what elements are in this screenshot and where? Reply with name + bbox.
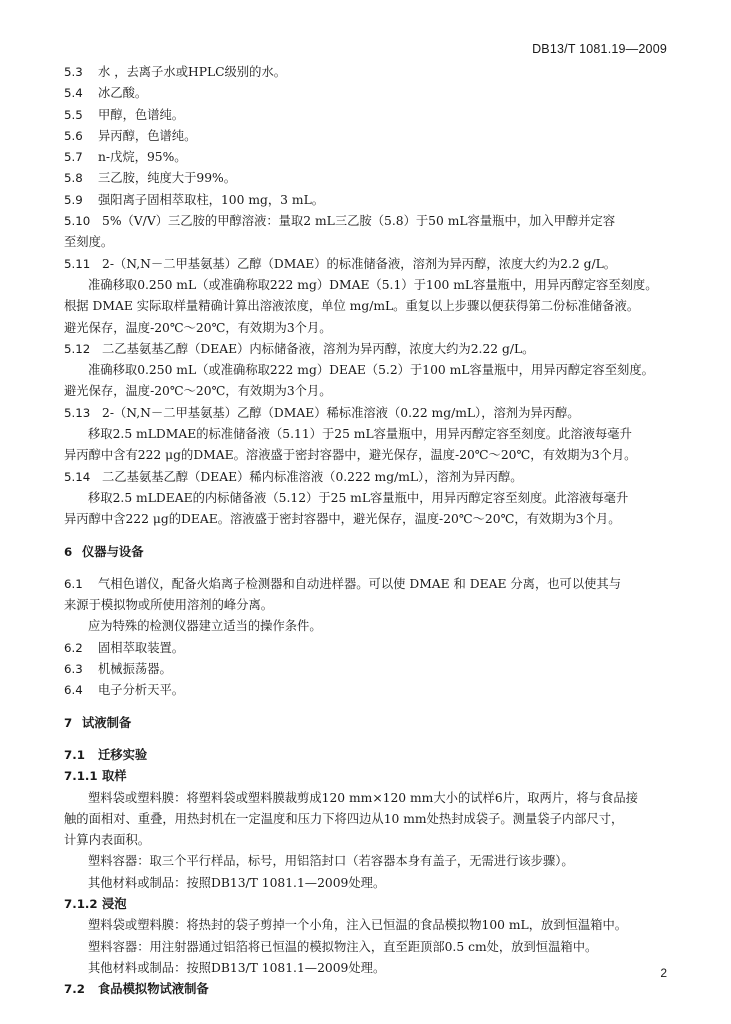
- clause-number: 5.13: [64, 405, 91, 420]
- clause-text: 机械振荡器。: [98, 662, 172, 677]
- clause-number: 5.10: [64, 214, 91, 229]
- clause-line: [64, 979, 668, 1000]
- clause-line: [64, 211, 668, 232]
- continuation-line: 异丙醇中含222 μg的DEAE。溶液盛于密封容器中，避光保存，温度-20℃～20℃，有效期为3个月。: [64, 512, 621, 527]
- clause-number: 7.1.1: [64, 769, 98, 784]
- section-title: 仪器与设备: [82, 544, 144, 559]
- clause-line: [64, 894, 668, 915]
- clause-line: [64, 62, 668, 83]
- clause-number: 7.1: [64, 747, 85, 762]
- section-7-body: [64, 745, 668, 1001]
- clause-text: 异丙醇，色谱纯。: [98, 128, 197, 143]
- clause-line: [64, 168, 668, 189]
- clause-number: 5.9: [64, 192, 83, 207]
- clause-line: [64, 254, 668, 275]
- paragraph-line: 移取2.5 mLDEAE的内标储备液（5.12）于25 mL容量瓶中，用异丙醇定容至刻度。此溶液每毫升: [88, 490, 629, 505]
- clause-line: [64, 83, 668, 104]
- clause-line: [64, 574, 668, 595]
- paragraph-line: 准确移取0.250 mL（或准确称取222 mg）DEAE（5.2）于100 mL容量瓶中，用异丙醇定容至刻度。: [88, 363, 654, 378]
- paragraph-line: 准确移取0.250 mL（或准确称取222 mg）DMAE（5.1）于100 mL容量瓶中，用异丙醇定容至刻度。: [88, 277, 658, 292]
- paragraph-line: 应为特殊的检测仪器建立适当的操作条件。: [88, 619, 322, 634]
- clause-line: [64, 467, 668, 488]
- continuation-line: 触的面相对、重叠，用热封机在一定温度和压力下将四边从10 mm处热封成袋子。测量袋子内部尺寸，: [64, 811, 624, 826]
- clause-line: [64, 745, 668, 766]
- clause-line: [64, 766, 668, 787]
- clause-number: 6.2: [64, 640, 83, 655]
- clause-text: 冰乙酸。: [98, 86, 148, 101]
- clause-number: 7.2: [64, 982, 85, 997]
- clause-text: 气相色谱仪，配备火焰离子检测器和自动进样器。可以使 DMAE 和 DEAE 分离，也可以使其与: [98, 576, 622, 591]
- clause-text: 2-（N,N－二甲基氨基）乙醇（DMAE）稀标准溶液（0.22 mg/mL），溶剂为异丙醇。: [102, 405, 580, 420]
- continuation-line: 根据 DMAE 实际取样量精确计算出溶液浓度，单位 mg/mL。重复以上步骤以便获得第二份标准储备液。: [64, 299, 640, 314]
- paragraph-line: 塑料袋或塑料膜：将塑料袋或塑料膜裁剪成120 mm×120 mm大小的试样6片，取两片，将与食品接: [88, 790, 638, 805]
- clause-text: 固相萃取装置。: [98, 640, 185, 655]
- clause-number: 5.3: [64, 65, 83, 79]
- clause-text: 二乙基氨基乙醇（DEAE）内标储备液，溶剂为异丙醇，浓度大约为2.22 g/L。: [102, 341, 535, 356]
- section-number: 7: [64, 715, 73, 730]
- clause-line: [64, 659, 668, 680]
- clause-number: 5.12: [64, 341, 91, 356]
- paragraph-line: 塑料袋或塑料膜：将热封的袋子剪掉一个小角，注入已恒温的食品模拟物100 mL，放到恒温箱中。: [88, 918, 628, 933]
- clause-text: 三乙胺，纯度大于99%。: [98, 171, 237, 186]
- continuation-line: 避光保存，温度-20℃～20℃，有效期为3个月。: [64, 320, 332, 335]
- continuation-line: 来源于模拟物或所使用溶剂的峰分离。: [64, 598, 274, 613]
- clause-number: 5.8: [64, 171, 83, 186]
- clause-text: 二乙基氨基乙醇（DEAE）稀内标准溶液（0.222 mg/mL），溶剂为异丙醇。: [102, 469, 523, 484]
- section-number: 6: [64, 544, 73, 559]
- document-id: DB13/T 1081.19—2009: [532, 42, 667, 56]
- clause-line: [64, 403, 668, 424]
- clause-line: [64, 190, 668, 211]
- clause-number: 5.11: [64, 256, 91, 271]
- clause-text: 强阳离子固相萃取柱，100 mg，3 mL。: [98, 192, 325, 207]
- clause-text: 取样: [102, 769, 127, 784]
- paragraph-line: 塑料容器：用注射器通过铝箔将已恒温的模拟物注入，直至距顶部0.5 cm处，放到恒温箱中。: [88, 939, 598, 954]
- clause-number: 5.6: [64, 128, 83, 143]
- clause-text: 电子分析天平。: [98, 683, 185, 698]
- reagents-list: [64, 62, 668, 531]
- clause-number: 5.14: [64, 469, 91, 484]
- section-7-heading: [64, 713, 668, 734]
- clause-line: [64, 105, 668, 126]
- clause-line: [64, 638, 668, 659]
- continuation-line: 计算内表面积。: [64, 833, 151, 848]
- clause-text: 水 ，去离子水或HPLC级别的水。: [98, 65, 287, 79]
- continuation-line: 至刻度。: [64, 235, 114, 250]
- clause-text: n-戊烷，95%。: [98, 150, 187, 165]
- clause-number: 6.1: [64, 576, 83, 591]
- clause-text: 甲醇，色谱纯。: [98, 107, 185, 122]
- clause-text: 5%（V/V）三乙胺的甲醇溶液：量取2 mL三乙胺（5.8）于50 mL容量瓶中，加入甲醇并定容: [102, 214, 616, 229]
- section-6-heading: [64, 542, 668, 563]
- clause-number: 5.4: [64, 86, 83, 101]
- clause-text: 2-（N,N－二甲基氨基）乙醇（DMAE）的标准储备液，溶剂为异丙醇，浓度大约为2.2 g/L。: [102, 256, 617, 271]
- clause-line: [64, 147, 668, 168]
- clause-number: 5.5: [64, 107, 83, 122]
- paragraph-line: 塑料容器：取三个平行样品，标号，用铝箔封口（若容器本身有盖子，无需进行该步骤）。: [88, 854, 574, 869]
- section-title: 试液制备: [82, 715, 132, 730]
- clause-number: 6.3: [64, 662, 83, 677]
- continuation-line: 避光保存，温度-20℃～20℃，有效期为3个月。: [64, 384, 332, 399]
- document-body: [64, 62, 668, 1000]
- clause-text: 浸泡: [102, 896, 127, 911]
- paragraph-line: 其他材料或制品：按照DB13/T 1081.1—2009处理。: [88, 875, 386, 890]
- continuation-line: 异丙醇中含有222 μg的DMAE。溶液盛于密封容器中，避光保存，温度-20℃～20℃，有效期为3个月。: [64, 448, 637, 463]
- clause-number: 5.7: [64, 150, 83, 165]
- clause-line: [64, 680, 668, 701]
- section-6-body: [64, 574, 668, 702]
- paragraph-line: 其他材料或制品：按照DB13/T 1081.1—2009处理。: [88, 960, 386, 975]
- clause-line: [64, 126, 668, 147]
- page-number: 2: [660, 966, 667, 980]
- clause-text: 迁移实验: [98, 747, 148, 762]
- clause-number: 6.4: [64, 683, 83, 698]
- clause-line: [64, 339, 668, 360]
- clause-text: 食品模拟物试液制备: [98, 982, 209, 997]
- paragraph-line: 移取2.5 mLDMAE的标准储备液（5.11）于25 mL容量瓶中，用异丙醇定容至刻度。此溶液每毫升: [88, 427, 632, 442]
- clause-number: 7.1.2: [64, 896, 98, 911]
